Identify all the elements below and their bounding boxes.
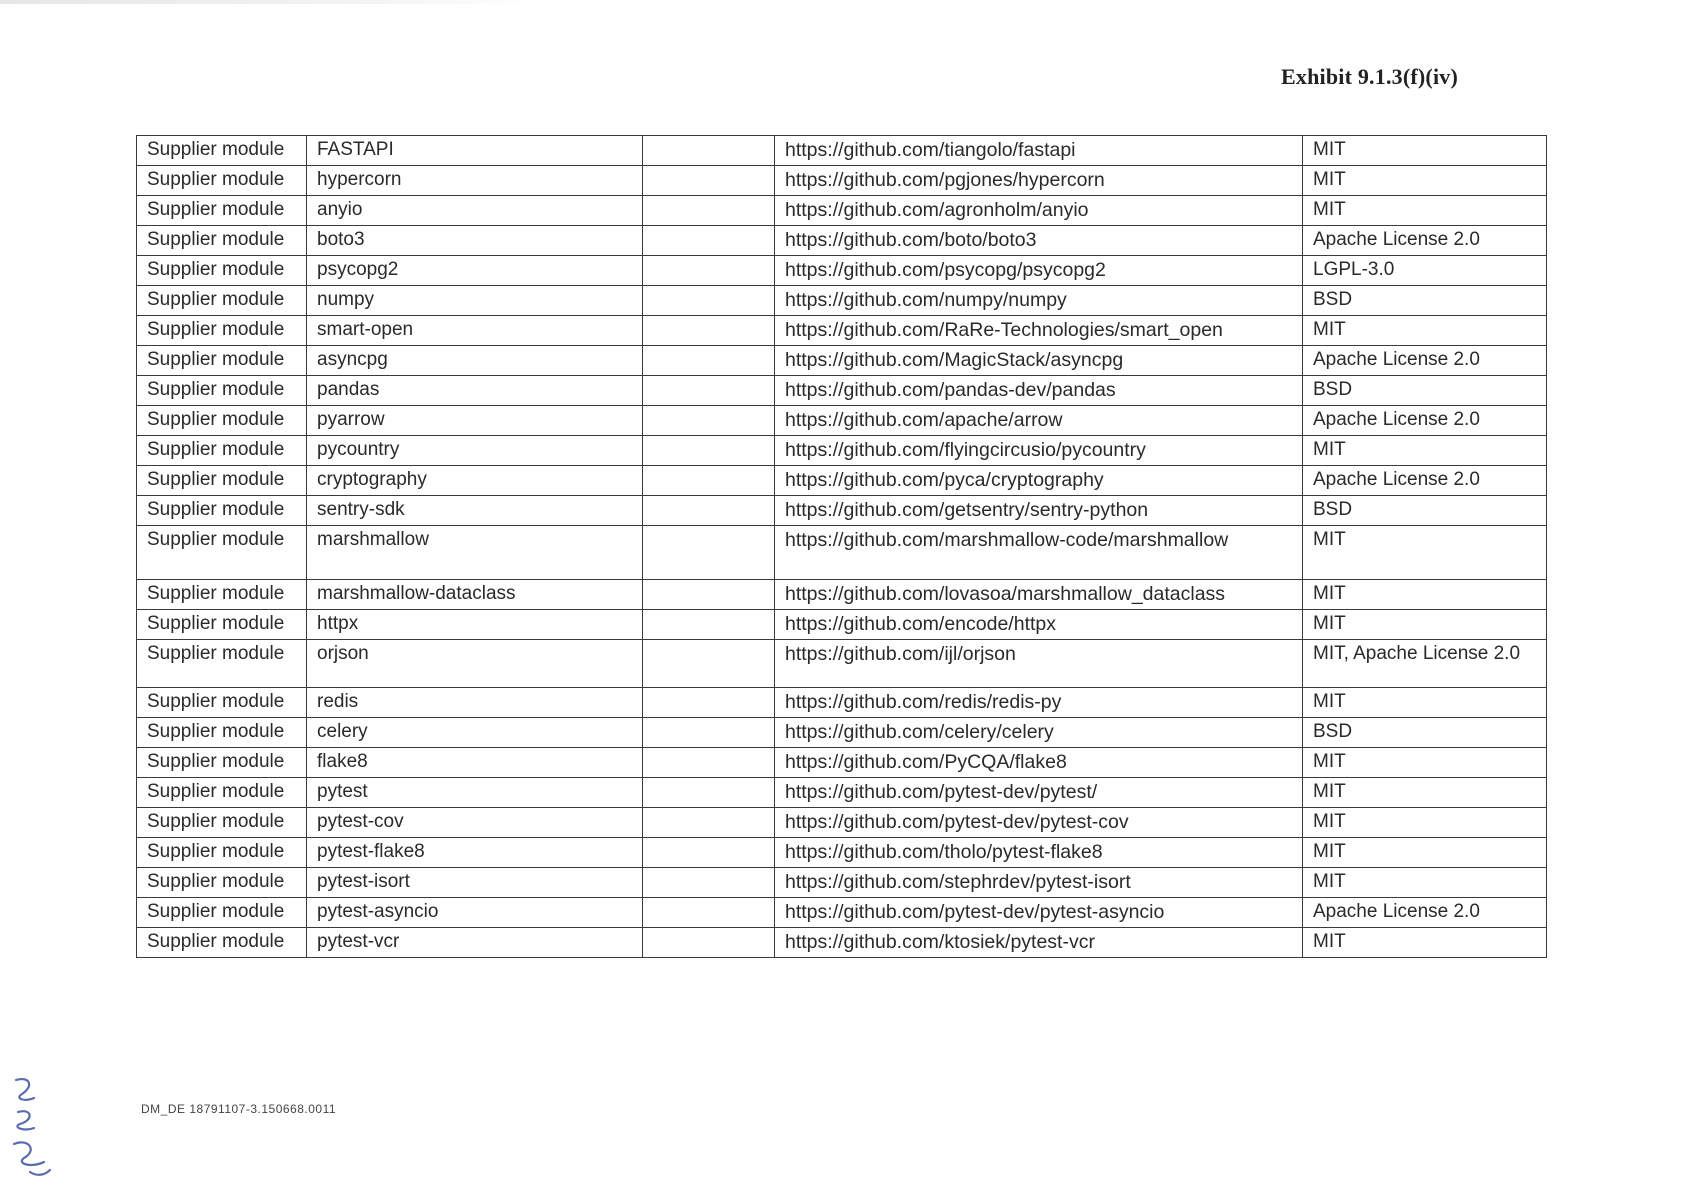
module-type-cell: Supplier module: [137, 778, 307, 808]
blank-cell: [643, 436, 775, 466]
module-type-cell: Supplier module: [137, 748, 307, 778]
repository-url-cell: https://github.com/pytest-dev/pytest-cov: [775, 808, 1303, 838]
repository-url-cell: https://github.com/tholo/pytest-flake8: [775, 838, 1303, 868]
blank-cell: [643, 610, 775, 640]
module-type-cell: Supplier module: [137, 610, 307, 640]
license-cell: MIT: [1303, 748, 1547, 778]
blank-cell: [643, 466, 775, 496]
license-cell: MIT: [1303, 526, 1547, 580]
module-name-cell: orjson: [307, 640, 643, 688]
module-type-cell: Supplier module: [137, 226, 307, 256]
license-cell: MIT: [1303, 868, 1547, 898]
license-cell: Apache License 2.0: [1303, 346, 1547, 376]
table-row: [137, 928, 1547, 958]
table-row: [137, 778, 1547, 808]
blank-cell: [643, 226, 775, 256]
blank-cell: [643, 928, 775, 958]
blank-cell: [643, 376, 775, 406]
repository-url-cell: https://github.com/pandas-dev/pandas: [775, 376, 1303, 406]
blank-cell: [643, 838, 775, 868]
module-type-cell: Supplier module: [137, 136, 307, 166]
repository-url-cell: https://github.com/celery/celery: [775, 718, 1303, 748]
module-name-cell: pytest-cov: [307, 808, 643, 838]
license-cell: Apache License 2.0: [1303, 226, 1547, 256]
handwritten-initials: [4, 1072, 64, 1182]
repository-url-cell: https://github.com/pgjones/hypercorn: [775, 166, 1303, 196]
module-name-cell: pycountry: [307, 436, 643, 466]
module-type-cell: Supplier module: [137, 580, 307, 610]
blank-cell: [643, 688, 775, 718]
table-row: [137, 748, 1547, 778]
module-type-cell: Supplier module: [137, 838, 307, 868]
repository-url-cell: https://github.com/agronholm/anyio: [775, 196, 1303, 226]
module-type-cell: Supplier module: [137, 718, 307, 748]
module-name-cell: pytest-asyncio: [307, 898, 643, 928]
module-name-cell: httpx: [307, 610, 643, 640]
module-name-cell: flake8: [307, 748, 643, 778]
repository-url-cell: https://github.com/marshmallow-code/marshmallow: [775, 526, 1303, 580]
blank-cell: [643, 526, 775, 580]
license-cell: BSD: [1303, 376, 1547, 406]
table-row: [137, 580, 1547, 610]
repository-url-cell: https://github.com/lovasoa/marshmallow_dataclass: [775, 580, 1303, 610]
license-cell: MIT: [1303, 136, 1547, 166]
table-row: [137, 526, 1547, 580]
license-cell: LGPL-3.0: [1303, 256, 1547, 286]
table-row: [137, 196, 1547, 226]
license-cell: BSD: [1303, 718, 1547, 748]
repository-url-cell: https://github.com/pyca/cryptography: [775, 466, 1303, 496]
table-row: [137, 376, 1547, 406]
repository-url-cell: https://github.com/RaRe-Technologies/smart_open: [775, 316, 1303, 346]
module-name-cell: celery: [307, 718, 643, 748]
license-cell: MIT: [1303, 316, 1547, 346]
module-name-cell: pytest-isort: [307, 868, 643, 898]
repository-url-cell: https://github.com/ijl/orjson: [775, 640, 1303, 688]
license-cell: MIT: [1303, 808, 1547, 838]
module-type-cell: Supplier module: [137, 808, 307, 838]
module-type-cell: Supplier module: [137, 166, 307, 196]
table-row: [137, 640, 1547, 688]
license-cell: MIT: [1303, 928, 1547, 958]
module-type-cell: Supplier module: [137, 196, 307, 226]
repository-url-cell: https://github.com/psycopg/psycopg2: [775, 256, 1303, 286]
document-id: DM_DE 18791107-3.150668.0011: [141, 1102, 337, 1116]
module-name-cell: marshmallow: [307, 526, 643, 580]
module-name-cell: smart-open: [307, 316, 643, 346]
license-cell: MIT: [1303, 838, 1547, 868]
table-row: [137, 256, 1547, 286]
module-name-cell: marshmallow-dataclass: [307, 580, 643, 610]
repository-url-cell: https://github.com/ktosiek/pytest-vcr: [775, 928, 1303, 958]
table-row: [137, 286, 1547, 316]
blank-cell: [643, 316, 775, 346]
module-name-cell: sentry-sdk: [307, 496, 643, 526]
module-type-cell: Supplier module: [137, 346, 307, 376]
repository-url-cell: https://github.com/MagicStack/asyncpg: [775, 346, 1303, 376]
table-row: [137, 868, 1547, 898]
repository-url-cell: https://github.com/PyCQA/flake8: [775, 748, 1303, 778]
module-type-cell: Supplier module: [137, 466, 307, 496]
license-cell: BSD: [1303, 286, 1547, 316]
module-name-cell: hypercorn: [307, 166, 643, 196]
table-row: [137, 346, 1547, 376]
module-type-cell: Supplier module: [137, 316, 307, 346]
repository-url-cell: https://github.com/numpy/numpy: [775, 286, 1303, 316]
repository-url-cell: https://github.com/flyingcircusio/pycountry: [775, 436, 1303, 466]
table-row: [137, 718, 1547, 748]
blank-cell: [643, 898, 775, 928]
table-row: [137, 466, 1547, 496]
blank-cell: [643, 496, 775, 526]
license-cell: MIT, Apache License 2.0: [1303, 640, 1547, 688]
module-type-cell: Supplier module: [137, 256, 307, 286]
repository-url-cell: https://github.com/tiangolo/fastapi: [775, 136, 1303, 166]
license-cell: BSD: [1303, 496, 1547, 526]
module-name-cell: boto3: [307, 226, 643, 256]
license-cell: MIT: [1303, 580, 1547, 610]
module-type-cell: Supplier module: [137, 496, 307, 526]
table-row: [137, 898, 1547, 928]
module-name-cell: pandas: [307, 376, 643, 406]
license-cell: Apache License 2.0: [1303, 898, 1547, 928]
blank-cell: [643, 346, 775, 376]
license-cell: MIT: [1303, 166, 1547, 196]
blank-cell: [643, 166, 775, 196]
blank-cell: [643, 196, 775, 226]
table-row: [137, 226, 1547, 256]
table-row: [137, 838, 1547, 868]
license-table: [136, 135, 1547, 958]
blank-cell: [643, 286, 775, 316]
table-row: [137, 136, 1547, 166]
table-row: [137, 808, 1547, 838]
module-name-cell: anyio: [307, 196, 643, 226]
table-row: [137, 316, 1547, 346]
module-type-cell: Supplier module: [137, 688, 307, 718]
license-cell: MIT: [1303, 778, 1547, 808]
table-row: [137, 496, 1547, 526]
license-cell: Apache License 2.0: [1303, 466, 1547, 496]
repository-url-cell: https://github.com/redis/redis-py: [775, 688, 1303, 718]
module-type-cell: Supplier module: [137, 436, 307, 466]
repository-url-cell: https://github.com/boto/boto3: [775, 226, 1303, 256]
module-type-cell: Supplier module: [137, 898, 307, 928]
repository-url-cell: https://github.com/stephrdev/pytest-isort: [775, 868, 1303, 898]
repository-url-cell: https://github.com/pytest-dev/pytest/: [775, 778, 1303, 808]
table-row: [137, 406, 1547, 436]
blank-cell: [643, 868, 775, 898]
module-name-cell: redis: [307, 688, 643, 718]
module-type-cell: Supplier module: [137, 376, 307, 406]
module-type-cell: Supplier module: [137, 868, 307, 898]
module-type-cell: Supplier module: [137, 406, 307, 436]
module-name-cell: cryptography: [307, 466, 643, 496]
exhibit-label: Exhibit 9.1.3(f)(iv): [1281, 64, 1458, 89]
table-row: [137, 436, 1547, 466]
module-type-cell: Supplier module: [137, 286, 307, 316]
repository-url-cell: https://github.com/pytest-dev/pytest-asyncio: [775, 898, 1303, 928]
module-name-cell: pytest: [307, 778, 643, 808]
module-name-cell: psycopg2: [307, 256, 643, 286]
module-type-cell: Supplier module: [137, 928, 307, 958]
table-row: [137, 166, 1547, 196]
repository-url-cell: https://github.com/apache/arrow: [775, 406, 1303, 436]
blank-cell: [643, 580, 775, 610]
table-row: [137, 688, 1547, 718]
blank-cell: [643, 406, 775, 436]
blank-cell: [643, 808, 775, 838]
license-cell: MIT: [1303, 436, 1547, 466]
license-cell: MIT: [1303, 610, 1547, 640]
module-name-cell: pytest-vcr: [307, 928, 643, 958]
license-cell: MIT: [1303, 688, 1547, 718]
module-name-cell: FASTAPI: [307, 136, 643, 166]
module-name-cell: pyarrow: [307, 406, 643, 436]
module-name-cell: numpy: [307, 286, 643, 316]
license-cell: MIT: [1303, 196, 1547, 226]
license-cell: Apache License 2.0: [1303, 406, 1547, 436]
blank-cell: [643, 748, 775, 778]
module-name-cell: pytest-flake8: [307, 838, 643, 868]
module-type-cell: Supplier module: [137, 640, 307, 688]
module-name-cell: asyncpg: [307, 346, 643, 376]
blank-cell: [643, 256, 775, 286]
module-type-cell: Supplier module: [137, 526, 307, 580]
table-row: [137, 610, 1547, 640]
repository-url-cell: https://github.com/getsentry/sentry-python: [775, 496, 1303, 526]
repository-url-cell: https://github.com/encode/httpx: [775, 610, 1303, 640]
blank-cell: [643, 640, 775, 688]
blank-cell: [643, 136, 775, 166]
blank-cell: [643, 718, 775, 748]
blank-cell: [643, 778, 775, 808]
scan-edge-shadow: [0, 0, 540, 4]
